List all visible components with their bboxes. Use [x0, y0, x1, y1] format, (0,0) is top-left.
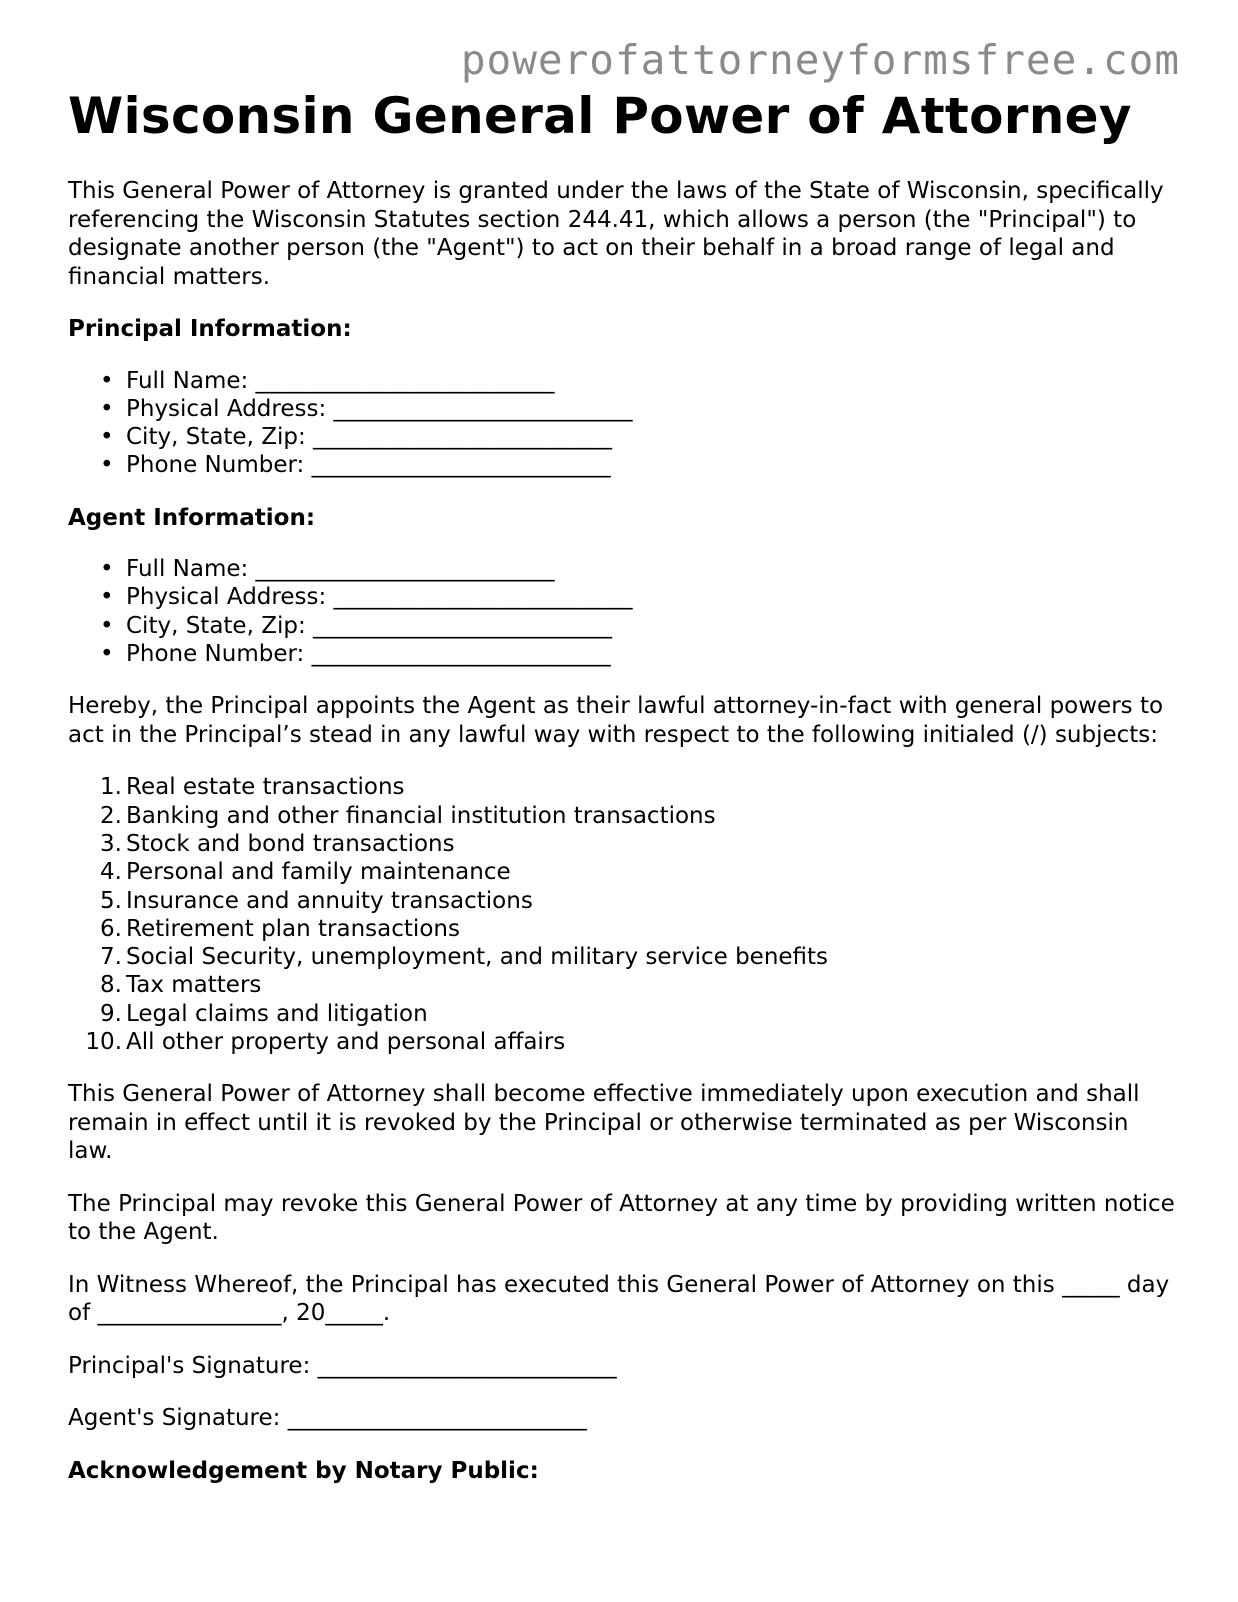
principal-signature-line: Principal's Signature: __________________________: [68, 1352, 617, 1379]
agent-signature-line: Agent's Signature: __________________________: [68, 1405, 587, 1432]
principal-city-state-zip-field: • City, State, Zip: __________________________: [68, 423, 1178, 451]
appointment-paragraph: Hereby, the Principal appoints the Agent as their lawful attorney-in-fact with general powers to act in the Principal’s stead in any lawful way with respect to the following initialed (/) subjects:: [68, 693, 1164, 748]
power-number: 7.: [100, 944, 122, 971]
agent-address-field: • Physical Address: __________________________: [68, 583, 1178, 611]
principal-address-field: • Physical Address: __________________________: [68, 395, 1178, 423]
principal-full-name-field: • Full Name: __________________________: [68, 367, 1178, 395]
intro-paragraph: This General Power of Attorney is granted under the laws of the State of Wisconsin, specifically referencing the Wisconsin Statutes section 244.41, which allows a person (the "Principal") to designate another person (the "Agent") to act on their behalf in a broad range of legal and financial matters.: [68, 178, 1164, 290]
notary-heading: Acknowledgement by Notary Public:: [68, 1457, 539, 1484]
power-item: [68, 858, 1178, 886]
principal-phone-field: • Phone Number: __________________________: [68, 451, 1178, 479]
effective-paragraph: This General Power of Attorney shall become effective immediately upon execution and shall remain in effect until it is revoked by the Principal or otherwise terminated as per Wisconsin law.: [68, 1081, 1140, 1165]
agent-full-name-field: • Full Name: __________________________: [68, 555, 1178, 583]
power-item: [68, 1000, 1178, 1028]
power-item: [68, 830, 1178, 858]
power-text: Tax matters: [126, 972, 262, 999]
power-number: 9.: [100, 1000, 122, 1027]
power-item: [68, 802, 1178, 830]
power-number: 4.: [100, 859, 122, 886]
power-number: 8.: [100, 972, 122, 999]
powers-list: [68, 773, 1178, 1056]
power-item: [68, 915, 1178, 943]
power-text: Legal claims and litigation: [126, 1000, 428, 1027]
site-watermark: powerofattorneyformsfree.com: [460, 36, 1180, 84]
agent-info-heading: Agent Information:: [68, 504, 316, 531]
power-item: [68, 1028, 1178, 1056]
power-text: Retirement plan transactions: [126, 915, 460, 942]
principal-info-heading: Principal Information:: [68, 316, 352, 342]
power-text: Stock and bond transactions: [126, 830, 455, 857]
power-text: Insurance and annuity transactions: [126, 887, 533, 914]
power-number: 10.: [85, 1029, 122, 1056]
agent-info-list: [68, 555, 1178, 668]
document-page: [68, 86, 1178, 1485]
agent-phone-field: • Phone Number: __________________________: [68, 640, 1178, 668]
power-text: Banking and other financial institution transactions: [126, 802, 716, 829]
power-text: All other property and personal affairs: [126, 1029, 566, 1056]
power-item: [68, 887, 1178, 915]
principal-info-list: [68, 367, 1178, 480]
power-number: 5.: [100, 887, 122, 914]
power-number: 2.: [100, 802, 122, 829]
power-text: Social Security, unemployment, and military service benefits: [126, 944, 829, 971]
power-number: 1.: [100, 774, 122, 801]
power-item: [68, 943, 1178, 971]
power-number: 3.: [100, 830, 122, 857]
power-number: 6.: [100, 915, 122, 942]
power-text: Real estate transactions: [126, 774, 405, 801]
power-item: [68, 773, 1178, 801]
agent-city-state-zip-field: • City, State, Zip: __________________________: [68, 612, 1178, 640]
power-item: [68, 971, 1178, 999]
power-text: Personal and family maintenance: [126, 859, 511, 886]
document-title: Wisconsin General Power of Attorney: [68, 87, 1132, 145]
revocation-paragraph: The Principal may revoke this General Power of Attorney at any time by providing written notice to the Agent.: [68, 1190, 1175, 1246]
witness-paragraph: In Witness Whereof, the Principal has executed this General Power of Attorney on this _____ day of ________________, 20_____.: [68, 1271, 1170, 1327]
